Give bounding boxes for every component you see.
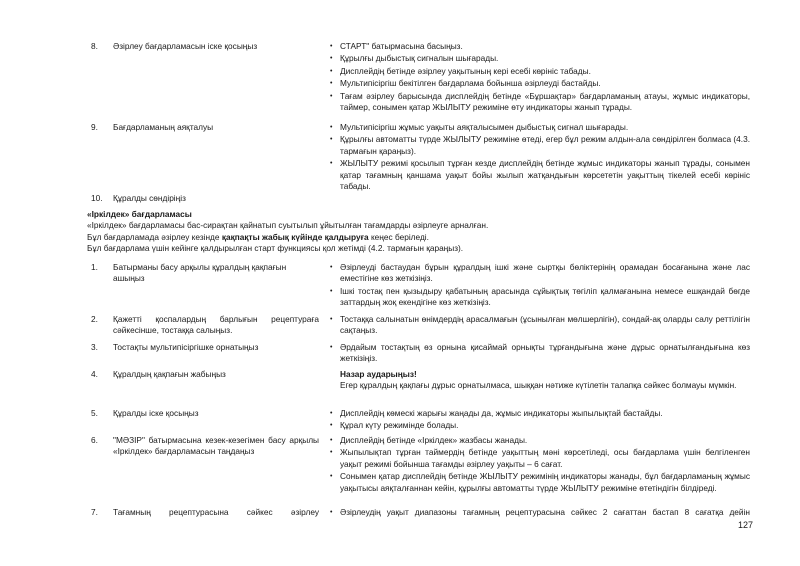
list-item — [330, 78, 750, 89]
list-item-text: Құрылғы дыбыстық сигналын шығарады. — [340, 53, 499, 64]
list-item-text: Дисплейдің көмескі жарығы жаңады да, жұмыс индикаторы жыпылықтай бастайды. — [340, 408, 663, 418]
list-item — [330, 507, 750, 518]
list-item — [330, 286, 750, 309]
step-label: Құралды іске қосыңыз — [113, 408, 199, 418]
step-number: 8. — [91, 41, 98, 51]
list-item — [330, 342, 750, 365]
list-item — [330, 314, 750, 337]
list-item — [330, 91, 750, 114]
step-number: 7. — [91, 507, 98, 517]
list-item-text: Мультипісіргіш жұмыс уақыты аяқталысымен дыбыстық сигнал шығарады. — [340, 122, 629, 132]
list-item — [330, 447, 750, 470]
step-label: Батырманы басу арқылы құралдың қақпағын ашыңыз — [113, 262, 287, 284]
bullet-icon: • — [330, 422, 333, 430]
list-item — [330, 435, 750, 446]
list-item — [330, 66, 750, 77]
list-item-text: Әзірлеуді бастаудан бұрын құралдың ішкі және сыртқы бөліктерінің орамадан босағанына және лас еместігіне көз жеткізіңіз. — [340, 262, 750, 284]
step-label: Қажетті қоспалардың барлығын рецептураға сәйкесінше, тостаққа салыңыз. — [113, 314, 319, 336]
bullet-list — [330, 314, 750, 337]
step-label: Құралдың қақпағын жабыңыз — [113, 369, 226, 379]
list-item-text: Мультипісіргіш бекітілген бағдарлама бойынша әзірлеуді бастайды. — [340, 78, 601, 89]
step-row — [87, 342, 750, 366]
step-label: Тағамның рецептурасына сәйкес әзірлеу — [113, 507, 319, 517]
step-row — [87, 408, 750, 433]
list-item-text: Ішкі тостақ пен қызыдыру қабатының арасында сұйықтық төгіліп қалмағанына немесе ешқандай бөгде заттардың жоқ екендігіне көз жеткізіңіз. — [340, 285, 750, 308]
step-row — [87, 369, 750, 392]
section-title: «Іркілдек» бағдарламасы — [87, 209, 192, 219]
bullet-list — [330, 41, 750, 114]
list-item-text: Құрылғы автоматты түрде ЖЫЛЫТУ режиміне өтеді, егер бұл режим алдын-ала сөндірілген болмаса (4.3. тармағын қараңыз). — [340, 134, 750, 156]
description-line — [87, 232, 750, 243]
step-label: "МӘЗІР" батырмасына кезек-кезегімен басу арқылы «Іркілдек» бағдарламасын таңдаңыз — [113, 435, 319, 457]
list-item — [330, 262, 750, 285]
bullet-icon: • — [330, 43, 333, 50]
bullet-icon: • — [330, 55, 333, 63]
list-item — [330, 408, 750, 419]
step-number: 9. — [91, 122, 98, 132]
list-item — [330, 158, 750, 192]
list-item-text: Жыпылықтап тұрған таймердің бетінде уақыттың мәні көрсетіледі, осы бағдарлама үшін белгіленген уақыт режимі бойынша тағамды әзірлеу уақыты – 6 сағат. — [340, 447, 750, 469]
description-text: кеңес беріледі. — [368, 231, 429, 242]
list-item-text: Тостаққа салынатын өнімдердің арасалмағын (ұсынылған мөлшерлігін), сондай-ақ оларды салу реттілігін сақтаңыз. — [340, 314, 750, 336]
list-item-text: Сонымен қатар дисплейдің бетінде ЖЫЛЫТУ режимінің индикаторы жанады, бұл бағдарламаның жұмыс уақытысы аяқталғаннан кейін, құрылғы автоматты түрде ЖЫЛЫТУ режиміне өтетіндігін білдіреді. — [340, 471, 750, 493]
description-line: Бұл бағдарлама үшін кейінге қалдырылған старт функциясы қол жетімді (4.2. тармағын қараңыз). — [87, 242, 464, 253]
description-text: Бұл бағдарламада әзірлеу кезінде — [87, 231, 222, 242]
list-item — [330, 53, 750, 64]
step-row — [87, 193, 750, 204]
step-row — [87, 262, 750, 310]
bullet-icon: • — [330, 264, 333, 271]
bullet-icon: • — [330, 80, 333, 88]
step-row — [87, 122, 750, 193]
step-number: 1. — [91, 262, 98, 272]
list-item — [330, 420, 750, 431]
list-item — [330, 41, 750, 52]
bullet-icon: • — [330, 344, 333, 351]
bullet-list — [330, 435, 750, 494]
list-item-text: Әзірлеудің уақыт диапазоны тағамның рецептурасына сәйкес 2 сағаттан бастап 8 сағатқа дейін — [340, 507, 750, 517]
bullet-icon: • — [330, 67, 333, 75]
step-label: Бағдарламаның аяқталуы — [113, 122, 214, 132]
list-item-text: ЖЫЛЫТУ режимі қосылып тұрған кезде дисплейдің бетінде жұмыс индикаторы жанып тұрады, сонымен қатар тағамның қаншама уақыт бойы жылып жатқандығын көрсететін уақыттың тікелей есебі көрініс табады. — [340, 158, 750, 191]
list-item-text: Дисплейдің бетінде «Іркілдек» жазбасы жанады. — [340, 435, 528, 445]
bullet-icon: • — [330, 509, 333, 516]
list-item — [330, 122, 750, 133]
bullet-icon: • — [330, 437, 333, 444]
bullet-icon: • — [330, 287, 333, 295]
page-number: 127 — [737, 519, 753, 530]
step-row — [87, 435, 750, 495]
list-item-text: Әрдайым тостақтың өз орнына қисаймай орнықты тұрғандығына және дұрыс орнатылғандығына көз жеткізіңіз. — [340, 342, 750, 364]
list-item-text: Құрал күту режимінде болады. — [340, 420, 459, 431]
step-number: 6. — [91, 435, 98, 445]
bullet-icon: • — [330, 410, 333, 417]
step-row — [87, 507, 750, 519]
bullet-list — [330, 342, 750, 365]
bullet-icon: • — [330, 124, 333, 131]
step-label: Тостақты мультипісіргішке орнатыңыз — [113, 342, 259, 352]
bullet-icon: • — [330, 92, 333, 100]
step-row — [87, 41, 750, 115]
step-number: 4. — [91, 369, 98, 379]
bullet-icon: • — [330, 316, 333, 323]
bullet-icon: • — [330, 136, 333, 144]
bullet-list — [330, 122, 750, 192]
list-item-text: Тағам әзірлеу барысында дисплейдің бетінде «Бұршақтар» бағдарламаның атауы, жұмыс индикаторы, таймер, сонымен қатар ЖЫЛЫТУ режиміне өту индикаторы жанып тұрады. — [340, 90, 750, 113]
warning-text: Егер құралдың қақпағы дұрыс орнатылмаса, шыққан нәтиже күтілетін талапқа сәйкес болмауы мүмкін. — [340, 380, 737, 391]
bullet-icon: • — [330, 449, 333, 457]
list-item — [330, 471, 750, 494]
bullet-icon: • — [330, 160, 333, 168]
step-number: 2. — [91, 314, 98, 324]
step-label: Құралды сөндіріңіз — [113, 193, 186, 203]
description-line: «Іркілдек» бағдарламасы бас-сирақтан қайнатып суытылып ұйытылған тағамдарды әзірлеуге арналған. — [87, 220, 489, 231]
bullet-icon: • — [330, 473, 333, 481]
bullet-list — [330, 507, 750, 518]
step-number: 10. — [91, 193, 103, 203]
list-item — [330, 134, 750, 157]
list-item-text: СТАРТ" батырмасына басыңыз. — [340, 41, 463, 51]
emphasis-text: қақпақты жабық күйінде қалдыруға — [221, 231, 369, 242]
step-label: Әзірлеу бағдарламасын іске қосыңыз — [113, 41, 258, 51]
step-row — [87, 314, 750, 338]
bullet-list — [330, 408, 750, 432]
bullet-list — [330, 262, 750, 308]
step-number: 3. — [91, 342, 98, 352]
warning-title: Назар аударыңыз! — [340, 369, 417, 379]
program-description — [87, 209, 750, 254]
step-number: 5. — [91, 408, 98, 418]
list-item-text: Дисплейдің бетінде әзірлеу уақытының кері есебі көрініс табады. — [340, 65, 591, 76]
